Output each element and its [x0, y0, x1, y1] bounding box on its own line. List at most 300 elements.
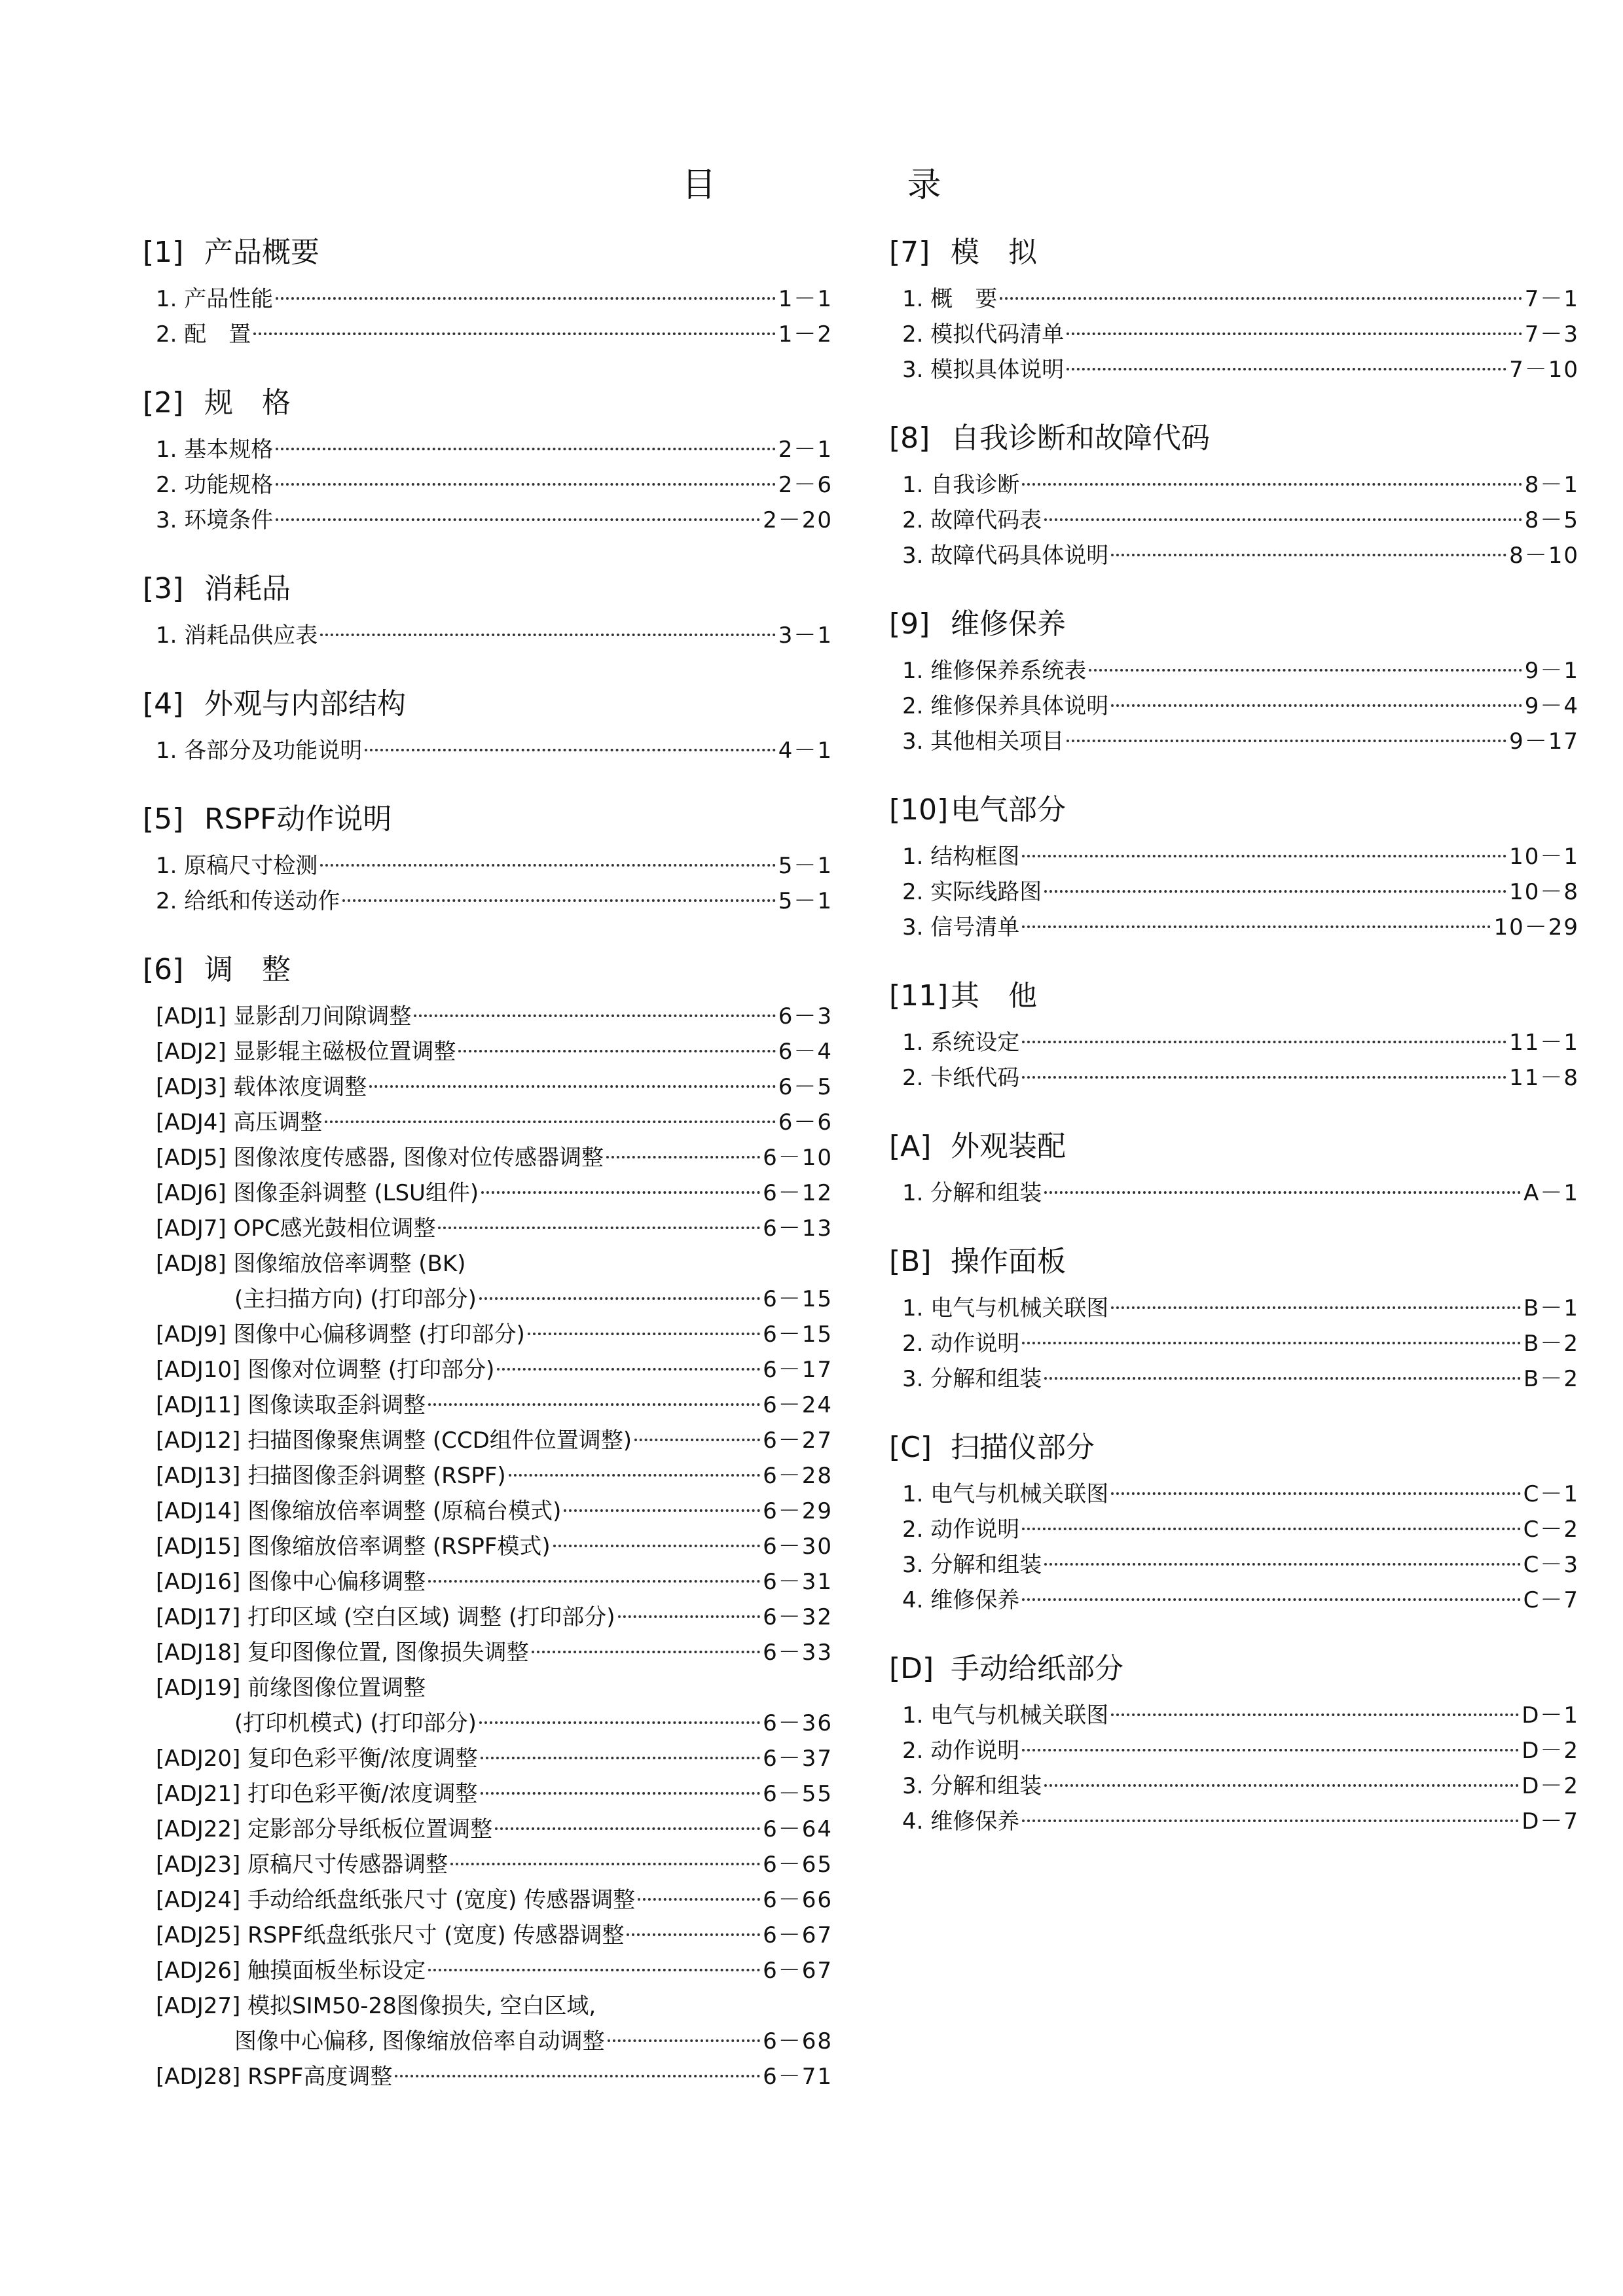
- toc-entry-label: [ADJ16] 图像中心偏移调整: [156, 1569, 426, 1595]
- toc-entry-label: [ADJ21] 打印色彩平衡/浓度调整: [156, 1781, 478, 1807]
- dot-leader: [320, 634, 775, 636]
- toc-entry-label: 3. 环境条件: [156, 507, 274, 533]
- section-title: 扫描仪部分: [951, 1431, 1095, 1464]
- toc-entry[interactable]: [889, 467, 1579, 503]
- toc-entry[interactable]: [889, 874, 1579, 910]
- toc-entry[interactable]: [143, 1847, 833, 1882]
- section-title: 操作面板: [951, 1245, 1066, 1278]
- dot-leader: [1111, 1713, 1519, 1716]
- section-number: [3]: [143, 572, 184, 605]
- toc-entry-label: [ADJ18] 复印图像位置, 图像损失调整: [156, 1640, 529, 1666]
- toc-page-number: 6－64: [763, 1816, 833, 1842]
- dot-leader: [428, 1403, 760, 1406]
- toc-entry[interactable]: [143, 1564, 833, 1600]
- section-title: 产品概要: [204, 236, 319, 269]
- toc-page-number: 10－8: [1509, 879, 1579, 905]
- toc-left-column: [143, 234, 833, 2127]
- toc-entry-label: [ADJ12] 扫描图像聚焦调整 (CCD组件位置调整): [156, 1427, 632, 1454]
- dot-leader: [495, 1827, 760, 1830]
- toc-entry-label: 3. 模拟具体说明: [902, 357, 1065, 383]
- dot-leader: [253, 332, 775, 335]
- toc-entry-label: 3. 分解和组装: [902, 1552, 1042, 1578]
- toc-section: [143, 385, 833, 538]
- toc-section: [889, 1429, 1579, 1618]
- toc-entry[interactable]: [143, 1529, 833, 1564]
- toc-page-number: 5－1: [778, 853, 833, 879]
- dot-leader: [1044, 1377, 1521, 1380]
- toc-entry[interactable]: [143, 2059, 833, 2094]
- dot-leader: [450, 1863, 760, 1865]
- toc-entry[interactable]: [889, 1477, 1579, 1512]
- toc-entry-label: 2. 给纸和传送动作: [156, 888, 340, 914]
- toc-page-number: 6－31: [763, 1569, 833, 1595]
- toc-entry[interactable]: [889, 503, 1579, 538]
- toc-section: [889, 1128, 1579, 1211]
- section-number: [D]: [889, 1652, 934, 1685]
- dot-leader: [1022, 1342, 1521, 1344]
- section-number: [7]: [889, 236, 930, 269]
- dot-leader: [1067, 368, 1506, 370]
- toc-entry[interactable]: [143, 618, 833, 653]
- dot-leader: [438, 1227, 760, 1229]
- toc-page-number: B－2: [1523, 1366, 1579, 1392]
- toc-entry[interactable]: [143, 848, 833, 884]
- toc-section: [889, 1651, 1579, 1839]
- toc-page-number: 2－6: [778, 472, 833, 498]
- toc-entry[interactable]: [143, 1282, 833, 1317]
- toc-entry[interactable]: [143, 884, 833, 919]
- toc-page-number: 5－1: [778, 888, 833, 914]
- toc-page-number: 6－4: [778, 1039, 833, 1065]
- toc-entry[interactable]: [889, 317, 1579, 352]
- toc-entry[interactable]: [143, 432, 833, 467]
- toc-entry[interactable]: [143, 1175, 833, 1211]
- toc-page-number: 6－37: [763, 1746, 833, 1772]
- dot-leader: [638, 1898, 760, 1901]
- dot-leader: [414, 1014, 775, 1017]
- dot-leader: [276, 297, 775, 300]
- dot-leader: [428, 1580, 760, 1583]
- toc-page-number: 7－1: [1524, 286, 1579, 312]
- toc-page-number: D－2: [1522, 1773, 1579, 1799]
- toc-entry-label: 2. 实际线路图: [902, 879, 1042, 905]
- toc-entry-label: [ADJ23] 原稿尺寸传感器调整: [156, 1852, 448, 1878]
- toc-entry[interactable]: [143, 2024, 833, 2059]
- toc-section: [143, 234, 833, 352]
- toc-entry[interactable]: [143, 281, 833, 317]
- dot-leader: [627, 1933, 760, 1936]
- toc-entry-label: 3. 故障代码具体说明: [902, 543, 1109, 569]
- toc-entry[interactable]: [143, 1034, 833, 1069]
- toc-entry[interactable]: [889, 538, 1579, 573]
- toc-page-number: B－1: [1523, 1295, 1579, 1321]
- toc-entry[interactable]: [889, 1583, 1579, 1618]
- toc-page-number: 6－67: [763, 1922, 833, 1948]
- toc-entry-label: [ADJ15] 图像缩放倍率调整 (RSPF模式): [156, 1534, 551, 1560]
- toc-section: [889, 420, 1579, 573]
- dot-leader: [634, 1439, 760, 1441]
- toc-page-number: 6－68: [763, 2028, 833, 2054]
- toc-page-number: 2－1: [778, 437, 833, 463]
- toc-entry[interactable]: [889, 689, 1579, 724]
- toc-page-number: C－3: [1523, 1552, 1579, 1578]
- toc-page-number: 6－33: [763, 1640, 833, 1666]
- toc-page-number: 6－36: [763, 1710, 833, 1736]
- toc-entry-label: [ADJ25] RSPF纸盘纸张尺寸 (宽度) 传感器调整: [156, 1922, 625, 1948]
- toc-entry-label[interactable]: [ADJ8] 图像缩放倍率调整 (BK): [156, 1251, 466, 1277]
- toc-entry-label: [ADJ4] 高压调整: [156, 1109, 323, 1136]
- toc-page-number: 6－10: [763, 1145, 833, 1171]
- toc-section: [143, 952, 833, 2094]
- dot-leader: [428, 1969, 760, 1971]
- toc-entry[interactable]: [143, 1211, 833, 1246]
- toc-entry-label: 1. 消耗品供应表: [156, 622, 318, 649]
- section-heading: [143, 571, 833, 607]
- toc-entry[interactable]: [889, 1768, 1579, 1804]
- toc-page-number: 1－2: [778, 321, 833, 348]
- toc-entry[interactable]: [143, 733, 833, 768]
- toc-entry[interactable]: [889, 1733, 1579, 1768]
- toc-entry-label: [ADJ26] 触摸面板坐标设定: [156, 1958, 426, 1984]
- dot-leader: [1044, 890, 1506, 893]
- section-heading: [889, 792, 1579, 829]
- section-title: 自我诊断和故障代码: [951, 422, 1210, 455]
- toc-entry[interactable]: [143, 1105, 833, 1140]
- toc-page-number: 6－66: [763, 1887, 833, 1913]
- toc-entry-label: (打印机模式) (打印部分): [234, 1710, 477, 1736]
- toc-page-number: 6－29: [763, 1498, 833, 1524]
- dot-leader: [1022, 1820, 1519, 1822]
- toc-entry[interactable]: [143, 1388, 833, 1423]
- toc-entry-label: 1. 基本规格: [156, 437, 274, 463]
- page-title: 目 录: [682, 166, 1020, 205]
- dot-leader: [325, 1121, 775, 1123]
- toc-page-number: 6－27: [763, 1427, 833, 1454]
- dot-leader: [481, 1792, 761, 1795]
- toc-page-number: 2－20: [763, 507, 833, 533]
- toc-page-number: 8－1: [1524, 472, 1579, 498]
- section-heading: [889, 978, 1579, 1014]
- toc-entry-label: 1. 结构框图: [902, 844, 1020, 870]
- toc-page-number: 6－30: [763, 1534, 833, 1560]
- toc-entry[interactable]: [143, 467, 833, 503]
- toc-page-number: 8－5: [1524, 507, 1579, 533]
- toc-entry-label: 2. 卡纸代码: [902, 1065, 1020, 1091]
- toc-entry-label[interactable]: [ADJ27] 模拟SIM50-28图像损失, 空白区域,: [156, 1993, 596, 2019]
- toc-entry[interactable]: [143, 999, 833, 1034]
- section-heading: [143, 234, 833, 271]
- toc-entry-label: [ADJ10] 图像对位调整 (打印部分): [156, 1357, 495, 1383]
- toc-page-number: 9－17: [1509, 728, 1579, 755]
- section-heading: [143, 686, 833, 723]
- toc-page-number: B－2: [1523, 1331, 1579, 1357]
- toc-entry[interactable]: [143, 1494, 833, 1529]
- toc-section: [143, 801, 833, 919]
- toc-entry-label: 1. 电气与机械关联图: [902, 1295, 1109, 1321]
- toc-page-number: 6－5: [778, 1074, 833, 1100]
- toc-section: [889, 606, 1579, 759]
- toc-entry[interactable]: [143, 317, 833, 352]
- toc-page-number: 10－29: [1493, 914, 1579, 941]
- toc-entry-label: 3. 分解和组装: [902, 1773, 1042, 1799]
- toc-page-number: 6－17: [763, 1357, 833, 1383]
- dot-leader: [1044, 1563, 1520, 1566]
- toc-entry[interactable]: [889, 653, 1579, 689]
- toc-entry[interactable]: [143, 1600, 833, 1635]
- section-number: [4]: [143, 687, 184, 721]
- dot-leader: [395, 2075, 760, 2077]
- dot-leader: [497, 1368, 760, 1371]
- section-title: 外观与内部结构: [204, 687, 406, 721]
- toc-entry[interactable]: [143, 1635, 833, 1670]
- dot-leader: [1111, 1492, 1520, 1495]
- toc-entry[interactable]: [143, 1069, 833, 1105]
- toc-page-number: 6－13: [763, 1215, 833, 1242]
- dot-leader: [564, 1509, 760, 1512]
- section-number: [A]: [889, 1130, 932, 1163]
- toc-entry[interactable]: [143, 1882, 833, 1918]
- dot-leader: [509, 1474, 760, 1477]
- toc-page-number: 4－1: [778, 738, 833, 764]
- toc-entry[interactable]: [143, 503, 833, 538]
- section-title: 电气部分: [951, 793, 1066, 827]
- dot-leader: [1111, 704, 1522, 707]
- section-title: 外观装配: [951, 1130, 1066, 1163]
- toc-entry[interactable]: [889, 1512, 1579, 1547]
- toc-entry-label: 1. 分解和组装: [902, 1180, 1042, 1206]
- toc-page-number: 6－15: [763, 1321, 833, 1348]
- dot-leader: [1000, 297, 1522, 300]
- toc-page-number: 6－28: [763, 1463, 833, 1489]
- toc-entry-label: [ADJ28] RSPF高度调整: [156, 2064, 393, 2090]
- dot-leader: [1022, 1076, 1506, 1079]
- dot-leader: [1044, 518, 1522, 521]
- dot-leader: [1044, 1191, 1521, 1194]
- dot-leader: [479, 1721, 760, 1724]
- toc-entry[interactable]: [889, 1547, 1579, 1583]
- toc-entry-label: [ADJ9] 图像中心偏移调整 (打印部分): [156, 1321, 525, 1348]
- toc-page-number: C－1: [1523, 1481, 1579, 1507]
- section-heading: [143, 385, 833, 422]
- toc-entry[interactable]: [889, 839, 1579, 874]
- toc-page-number: 11－1: [1509, 1030, 1579, 1056]
- dot-leader: [1089, 669, 1522, 672]
- toc-entry-label: [ADJ2] 显影辊主磁极位置调整: [156, 1039, 456, 1065]
- toc-entry-label: 3. 其他相关项目: [902, 728, 1065, 755]
- toc-page-number: 6－3: [778, 1003, 833, 1030]
- dot-leader: [276, 483, 775, 486]
- toc-right-column: [889, 234, 1579, 1872]
- toc-entry[interactable]: [889, 724, 1579, 759]
- toc-entry-label: [ADJ1] 显影刮刀间隙调整: [156, 1003, 412, 1030]
- toc-entry-label: 1. 自我诊断: [902, 472, 1020, 498]
- toc-page-number: 10－1: [1509, 844, 1579, 870]
- toc-section: [889, 234, 1579, 387]
- toc-entry[interactable]: [889, 1804, 1579, 1839]
- toc-page-number: 8－10: [1509, 543, 1579, 569]
- section-title: 维修保养: [951, 607, 1066, 641]
- toc-page-number: D－2: [1522, 1738, 1579, 1764]
- toc-entry-label: [ADJ14] 图像缩放倍率调整 (原稿台模式): [156, 1498, 562, 1524]
- section-number: [2]: [143, 386, 184, 420]
- dot-leader: [1067, 332, 1522, 335]
- dot-leader: [481, 1757, 761, 1759]
- toc-entry-label: 2. 配 置: [156, 321, 251, 348]
- toc-entry-label: 1. 概 要: [902, 286, 998, 312]
- toc-entry[interactable]: [889, 1361, 1579, 1397]
- section-title: 规 格: [204, 386, 291, 420]
- dot-leader: [528, 1333, 760, 1335]
- toc-page-number: 7－3: [1524, 321, 1579, 348]
- section-title: 模 拟: [951, 236, 1037, 269]
- toc-entry[interactable]: [143, 1140, 833, 1175]
- toc-entry-label: 2. 动作说明: [902, 1516, 1020, 1543]
- section-number: [9]: [889, 607, 930, 641]
- toc-entry-label: [ADJ3] 载体浓度调整: [156, 1074, 367, 1100]
- dot-leader: [1022, 925, 1491, 928]
- toc-page-number: 6－15: [763, 1286, 833, 1312]
- dot-leader: [1067, 740, 1506, 742]
- section-title: 其 他: [951, 979, 1037, 1013]
- dot-leader: [1111, 1306, 1521, 1309]
- toc-page-number: 6－55: [763, 1781, 833, 1807]
- section-heading: [143, 801, 833, 838]
- toc-page-number: 11－8: [1509, 1065, 1579, 1091]
- toc-page-number: 9－1: [1524, 658, 1579, 684]
- dot-leader: [365, 749, 775, 751]
- toc-page-number: C－7: [1523, 1587, 1579, 1613]
- section-number: [8]: [889, 422, 930, 455]
- toc-entry[interactable]: [143, 1776, 833, 1812]
- section-heading: [889, 1429, 1579, 1466]
- toc-entry[interactable]: [143, 1317, 833, 1352]
- toc-entry-label: 1. 电气与机械关联图: [902, 1702, 1109, 1729]
- section-heading: [889, 1128, 1579, 1165]
- toc-entry[interactable]: [889, 1025, 1579, 1060]
- dot-leader: [553, 1545, 760, 1547]
- dot-leader: [1022, 1749, 1519, 1751]
- toc-page-number: 6－24: [763, 1392, 833, 1418]
- dot-leader: [1111, 554, 1506, 556]
- dot-leader: [1022, 855, 1506, 857]
- toc-entry-label[interactable]: [ADJ19] 前缘图像位置调整: [156, 1675, 426, 1701]
- toc-entry[interactable]: [889, 1291, 1579, 1326]
- toc-entry-label: [ADJ13] 扫描图像歪斜调整 (RSPF): [156, 1463, 506, 1489]
- section-heading: [889, 234, 1579, 271]
- dot-leader: [276, 518, 760, 521]
- toc-entry[interactable]: [889, 281, 1579, 317]
- section-title: 调 整: [204, 953, 291, 986]
- toc-entry-label: [ADJ17] 打印区域 (空白区域) 调整 (打印部分): [156, 1604, 615, 1630]
- toc-entry-label: 2. 维修保养具体说明: [902, 693, 1109, 719]
- toc-page-number: C－2: [1523, 1516, 1579, 1543]
- section-number: [C]: [889, 1431, 932, 1464]
- dot-leader: [1022, 1598, 1520, 1601]
- toc-entry[interactable]: [889, 1326, 1579, 1361]
- toc-entry[interactable]: [143, 1352, 833, 1388]
- dot-leader: [1022, 1041, 1506, 1043]
- toc-entry-label: 1. 电气与机械关联图: [902, 1481, 1109, 1507]
- toc-page-number: 6－6: [778, 1109, 833, 1136]
- dot-leader: [1044, 1784, 1519, 1787]
- toc-entry-label: [ADJ24] 手动给纸盘纸张尺寸 (宽度) 传感器调整: [156, 1887, 636, 1913]
- toc-entry-label: [ADJ7] OPC感光鼓相位调整: [156, 1215, 436, 1242]
- section-heading: [889, 420, 1579, 457]
- toc-page-number: 9－4: [1524, 693, 1579, 719]
- toc-entry[interactable]: [889, 910, 1579, 945]
- toc-page-number: 3－1: [778, 622, 833, 649]
- dot-leader: [458, 1050, 775, 1052]
- toc-section: [889, 1244, 1579, 1397]
- toc-page-number: 6－12: [763, 1180, 833, 1206]
- toc-entry[interactable]: [143, 1918, 833, 1953]
- toc-entry-label: 1. 产品性能: [156, 286, 274, 312]
- dot-leader: [369, 1085, 775, 1088]
- toc-entry-label: [ADJ22] 定影部分导纸板位置调整: [156, 1816, 493, 1842]
- toc-page-number: 6－67: [763, 1958, 833, 1984]
- toc-entry-label: 3. 信号清单: [902, 914, 1020, 941]
- section-number: [1]: [143, 236, 184, 269]
- section-number: [10]: [889, 793, 949, 827]
- toc-entry[interactable]: [143, 1741, 833, 1776]
- dot-leader: [276, 448, 775, 450]
- toc-entry[interactable]: [143, 1953, 833, 1988]
- dot-leader: [606, 1156, 760, 1158]
- toc-entry[interactable]: [889, 1175, 1579, 1211]
- toc-entry[interactable]: [143, 1812, 833, 1847]
- section-title: RSPF动作说明: [204, 802, 392, 836]
- section-heading: [889, 606, 1579, 643]
- toc-entry[interactable]: [889, 352, 1579, 387]
- section-heading: [143, 952, 833, 988]
- dot-leader: [481, 1191, 760, 1194]
- section-number: [5]: [143, 802, 184, 836]
- toc-entry-label: 1. 系统设定: [902, 1030, 1020, 1056]
- toc-entry-label: 2. 模拟代码清单: [902, 321, 1065, 348]
- dot-leader: [608, 2039, 760, 2042]
- toc-entry-label: 2. 故障代码表: [902, 507, 1042, 533]
- section-number: [11]: [889, 979, 949, 1013]
- toc-page-number: 6－32: [763, 1604, 833, 1630]
- section-number: [B]: [889, 1245, 932, 1278]
- toc-entry-label: 4. 维修保养: [902, 1587, 1020, 1613]
- toc-entry-label: 2. 动作说明: [902, 1331, 1020, 1357]
- dot-leader: [479, 1297, 760, 1300]
- toc-entry[interactable]: [143, 1423, 833, 1458]
- toc-section: [889, 792, 1579, 945]
- dot-leader: [618, 1615, 761, 1618]
- toc-section: [143, 571, 833, 653]
- toc-page-number: D－7: [1522, 1808, 1579, 1835]
- dot-leader: [342, 899, 775, 902]
- toc-page-number: 6－71: [763, 2064, 833, 2090]
- dot-leader: [320, 864, 775, 867]
- toc-page-number: D－1: [1522, 1702, 1579, 1729]
- section-title: 消耗品: [204, 572, 291, 605]
- toc-entry[interactable]: [889, 1698, 1579, 1733]
- section-heading: [889, 1244, 1579, 1280]
- section-title: 手动给纸部分: [951, 1652, 1123, 1685]
- toc-entry[interactable]: [143, 1458, 833, 1494]
- dot-leader: [532, 1651, 760, 1653]
- toc-entry-label: 1. 维修保养系统表: [902, 658, 1087, 684]
- toc-entry-label: 4. 维修保养: [902, 1808, 1020, 1835]
- toc-entry-label: 2. 动作说明: [902, 1738, 1020, 1764]
- toc-entry[interactable]: [143, 1706, 833, 1741]
- toc-section: [143, 686, 833, 768]
- toc-entry-label: [ADJ5] 图像浓度传感器, 图像对位传感器调整: [156, 1145, 604, 1171]
- toc-entry[interactable]: [889, 1060, 1579, 1096]
